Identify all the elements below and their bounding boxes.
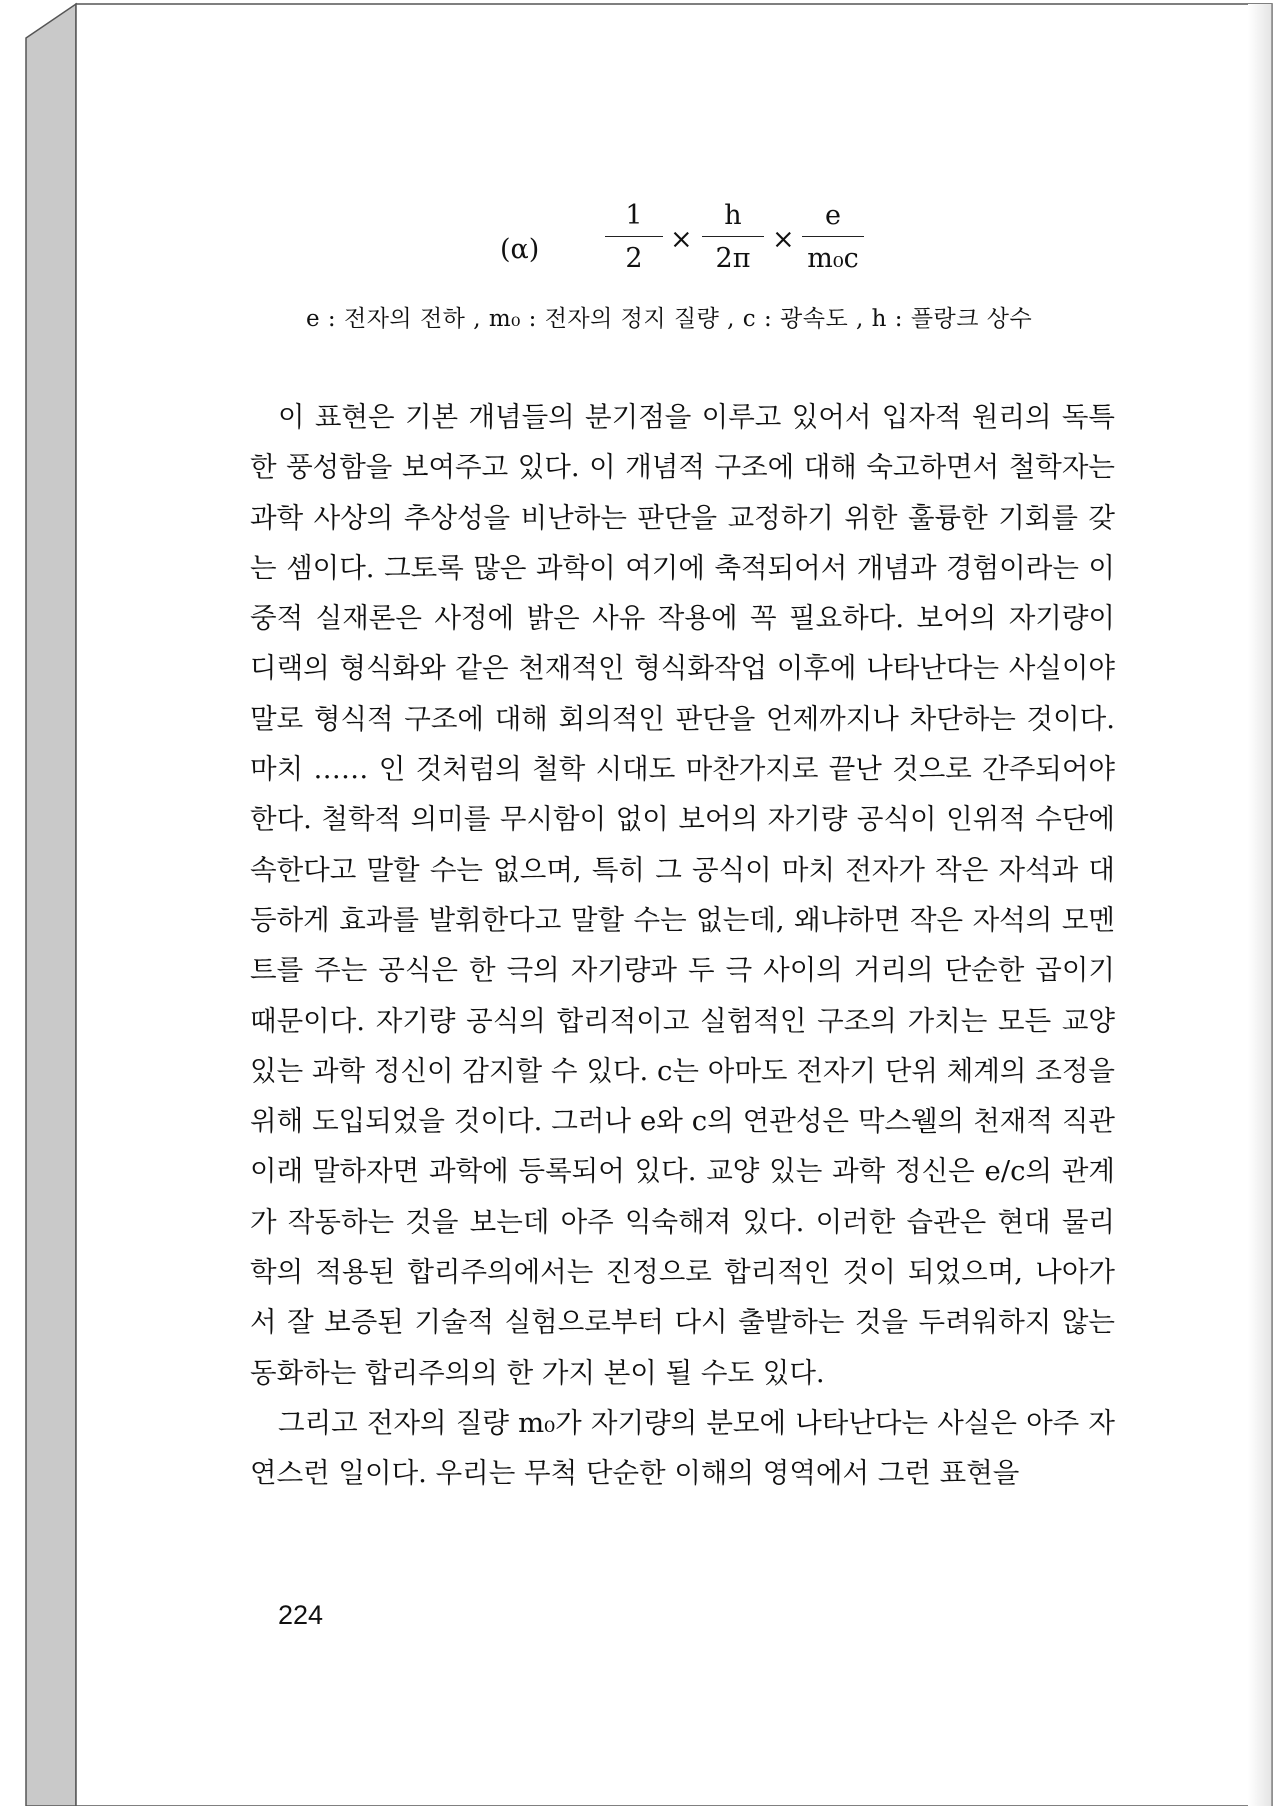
fraction-h-over-2pi	[702, 196, 764, 277]
fraction-e-over-m0c	[802, 196, 864, 277]
fraction-numerator: h	[724, 200, 742, 231]
fraction-one-half	[605, 196, 663, 277]
fraction-numerator: 1	[625, 200, 643, 231]
formula-label: (α)	[500, 234, 540, 265]
body-text	[250, 392, 1115, 1499]
formula-legend: e : 전자의 전하 , m₀ : 전자의 정지 질량 , c : 광속도 , h : 플랑크 상수	[306, 306, 1033, 332]
times-operator: ×	[772, 224, 795, 255]
fraction-denominator: 2π	[715, 243, 751, 274]
paragraph: 이 표현은 기본 개념들의 분기점을 이루고 있어서 입자적 원리의 독특한 풍성함을 보여주고 있다. 이 개념적 구조에 대해 숙고하면서 철학자는 과학 사상의 추상성을 비난하는 판단을 교정하기 위한 훌륭한 기회를 갖는 셈이다. 그토록 많은 과학이 여기에 축적되어서 개념과 경험이라는 이중적 실재론은 사정에 밝은 사유 작용에 꼭 필요하다. 보어의 자기량이 디랙의 형식화와 같은 천재적인 형식화작업 이후에 나타난다는 사실이야말로 형식적 구조에 대해 회의적인 판단을 언제까지나 차단하는 것이다. 마치 …… 인 것처럼의 철학 시대도 마찬가지로 끝난 것으로 간주되어야 한다. 철학적 의미를 무시함이 없이 보어의 자기량 공식이 인위적 수단에 속한다고 말할 수는 없으며, 특히 그 공식이 마치 전자가 작은 자석과 대등하게 효과를 발휘한다고 말할 수는 없는데, 왜냐하면 작은 자석의 모멘트를 주는 공식은 한 극의 자기량과 두 극 사이의 거리의 단순한 곱이기 때문이다. 자기량 공식의 합리적이고 실험적인 구조의 가치는 모든 교양 있는 과학 정신이 감지할 수 있다. c는 아마도 전자기 단위 체계의 조정을 위해 도입되었을 것이다. 그러나 e와 c의 연관성은 막스웰의 천재적 직관 이래 말하자면 과학에 등록되어 있다. 교양 있는 과학 정신은 e/c의 관계가 작동하는 것을 보는데 아주 익숙해져 있다. 이러한 습관은 현대 물리학의 적용된 합리주의에서는 진정으로 합리적인 것이 되었으며, 나아가서 잘 보증된 기술적 실험으로부터 다시 출발하는 것을 두려워하지 않는 동화하는 합리주의의 한 가지 본이 될 수도 있다.	[250, 401, 1116, 1389]
paragraph: 그리고 전자의 질량 m₀가 자기량의 분모에 나타난다는 사실은 아주 자연스런 일이다. 우리는 무척 단순한 이해의 영역에서 그런 표현을	[250, 1406, 1115, 1490]
times-operator: ×	[670, 224, 693, 255]
fraction-denominator: m₀c	[807, 243, 859, 274]
page-number: 224	[278, 1600, 324, 1630]
fraction-numerator: e	[825, 200, 841, 231]
fraction-denominator: 2	[625, 243, 643, 274]
